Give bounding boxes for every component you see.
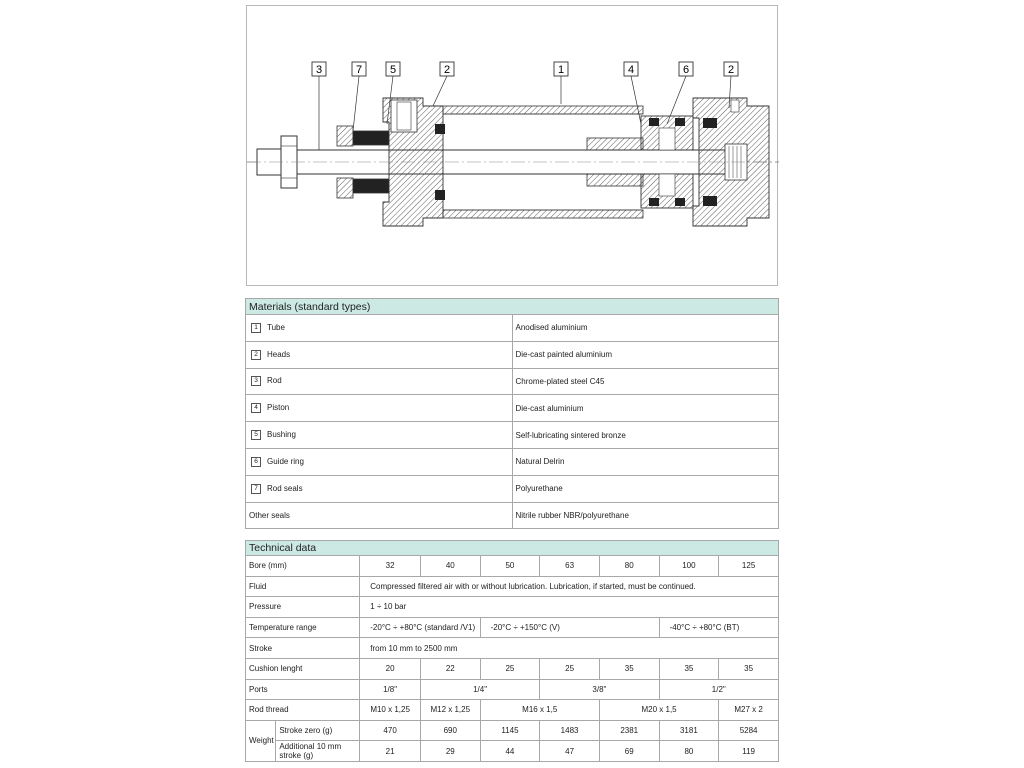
technical-header: [246, 541, 779, 556]
technical-table: [245, 540, 779, 762]
part-name: Piston: [267, 403, 290, 413]
bore-cell: 80: [599, 556, 659, 577]
table-row: [246, 617, 779, 638]
weight-cell: 69: [599, 741, 659, 762]
callout-label: 5: [389, 64, 397, 76]
temperature-cell: -40°C ÷ +80°C (BT): [659, 617, 778, 638]
table-row: [246, 315, 779, 342]
material-cell: Natural Delrin: [512, 448, 779, 475]
ports-cell: 3/8": [540, 679, 659, 700]
weight-cell: 470: [360, 720, 421, 741]
table-row: [246, 576, 779, 597]
row-label: Stroke: [246, 638, 360, 659]
weight-cell: 29: [420, 741, 480, 762]
part-cell: [246, 368, 513, 395]
bore-cell: 32: [360, 556, 421, 577]
material-cell: Anodised aluminium: [512, 315, 779, 342]
part-cell: [246, 315, 513, 342]
row-label: Weight: [246, 720, 276, 761]
weight-cell: 21: [360, 741, 421, 762]
row-label: Ports: [246, 679, 360, 700]
row-label: Pressure: [246, 597, 360, 618]
row-label: Fluid: [246, 576, 360, 597]
pressure-cell: 1 ÷ 10 bar: [360, 597, 779, 618]
part-name: Heads: [267, 349, 291, 359]
table-row: [246, 556, 779, 577]
bore-cell: 100: [659, 556, 719, 577]
temperature-cell: -20°C ÷ +80°C (standard /V1): [360, 617, 480, 638]
weight-cell: 80: [659, 741, 719, 762]
table-row: [246, 597, 779, 618]
table-row: [246, 395, 779, 422]
callout-label: 2: [443, 64, 451, 76]
callout-label: 3: [315, 64, 323, 76]
table-row: [246, 679, 779, 700]
cushion-cell: 20: [360, 658, 421, 679]
cushion-cell: 35: [599, 658, 659, 679]
temperature-cell: -20°C ÷ +150°C (V): [480, 617, 659, 638]
cushion-cell: 35: [719, 658, 779, 679]
part-name: Rod seals: [267, 483, 303, 493]
cylinder-section-svg: [247, 6, 779, 287]
weight-cell: 1483: [540, 720, 600, 741]
table-row: [246, 502, 779, 529]
bore-cell: 40: [420, 556, 480, 577]
weight-cell: 5284: [719, 720, 779, 741]
callout-group: [312, 62, 738, 76]
row-label: Rod thread: [246, 700, 360, 721]
materials-header: [246, 299, 779, 315]
table-row: [246, 638, 779, 659]
row-label: Cushion lenght: [246, 658, 360, 679]
material-cell: Self-lubricating sintered bronze: [512, 422, 779, 449]
cushion-cell: 25: [480, 658, 540, 679]
weight-cell: 690: [420, 720, 480, 741]
rod-thread-cell: M16 x 1,5: [480, 700, 599, 721]
rod-thread-cell: M20 x 1,5: [599, 700, 718, 721]
cylinder-drawing: [246, 5, 778, 286]
bore-cell: 63: [540, 556, 600, 577]
part-number: 7: [251, 484, 261, 494]
part-cell: [246, 475, 513, 502]
part-name: Guide ring: [267, 456, 304, 466]
part-cell: [246, 422, 513, 449]
table-row: [246, 720, 779, 741]
part-cell: [246, 395, 513, 422]
table-row: [246, 741, 779, 762]
sub-label: Stroke zero (g): [276, 720, 360, 741]
ports-cell: 1/2": [659, 679, 778, 700]
part-name: Bushing: [267, 430, 296, 440]
callout-label: 2: [727, 64, 735, 76]
ports-cell: 1/4": [420, 679, 539, 700]
table-row: [246, 700, 779, 721]
weight-cell: 44: [480, 741, 540, 762]
material-cell: Polyurethane: [512, 475, 779, 502]
row-label: Temperature range: [246, 617, 360, 638]
ports-cell: 1/8": [360, 679, 421, 700]
part-number: 5: [251, 430, 261, 440]
fluid-cell: Compressed filtered air with or without lubrication. Lubrication, if started, must be continued.: [360, 576, 779, 597]
sub-label: Additional 10 mm stroke (g): [276, 741, 360, 762]
table-row: [246, 448, 779, 475]
table-row: [246, 422, 779, 449]
part-number: 4: [251, 403, 261, 413]
part-name: Tube: [267, 323, 285, 332]
rod-thread-cell: M27 x 2: [719, 700, 779, 721]
part-cell: [246, 448, 513, 475]
weight-cell: 47: [540, 741, 600, 762]
technical-title: Technical data: [246, 541, 779, 556]
callout-label: 7: [355, 64, 363, 76]
part-number: 6: [251, 457, 261, 467]
part-number: 1: [251, 323, 261, 333]
material-cell: Die-cast painted aluminium: [512, 341, 779, 368]
weight-cell: 1145: [480, 720, 540, 741]
callout-label: 4: [627, 64, 635, 76]
material-cell: Nitrile rubber NBR/polyurethane: [512, 502, 779, 529]
part-cell: [246, 341, 513, 368]
materials-title: Materials (standard types): [246, 299, 779, 315]
row-label: Bore (mm): [246, 556, 360, 577]
table-row: [246, 368, 779, 395]
bore-cell: 50: [480, 556, 540, 577]
bore-cell: 125: [719, 556, 779, 577]
rod-thread-cell: M12 x 1,25: [420, 700, 480, 721]
cushion-cell: 35: [659, 658, 719, 679]
part-name: Rod: [267, 376, 282, 386]
cushion-cell: 25: [540, 658, 600, 679]
stroke-cell: from 10 mm to 2500 mm: [360, 638, 779, 659]
cushion-cell: 22: [420, 658, 480, 679]
part-number: 3: [251, 376, 261, 386]
weight-cell: 119: [719, 741, 779, 762]
rod-thread-cell: M10 x 1,25: [360, 700, 421, 721]
table-row: [246, 475, 779, 502]
part-cell: Other seals: [246, 502, 513, 529]
weight-cell: 2381: [599, 720, 659, 741]
materials-table: [245, 298, 779, 529]
table-row: [246, 341, 779, 368]
table-row: [246, 658, 779, 679]
callout-label: 1: [557, 64, 565, 76]
material-cell: Chrome-plated steel C45: [512, 368, 779, 395]
material-cell: Die-cast aluminium: [512, 395, 779, 422]
callout-label: 6: [682, 64, 690, 76]
part-number: 2: [251, 350, 261, 360]
weight-cell: 3181: [659, 720, 719, 741]
